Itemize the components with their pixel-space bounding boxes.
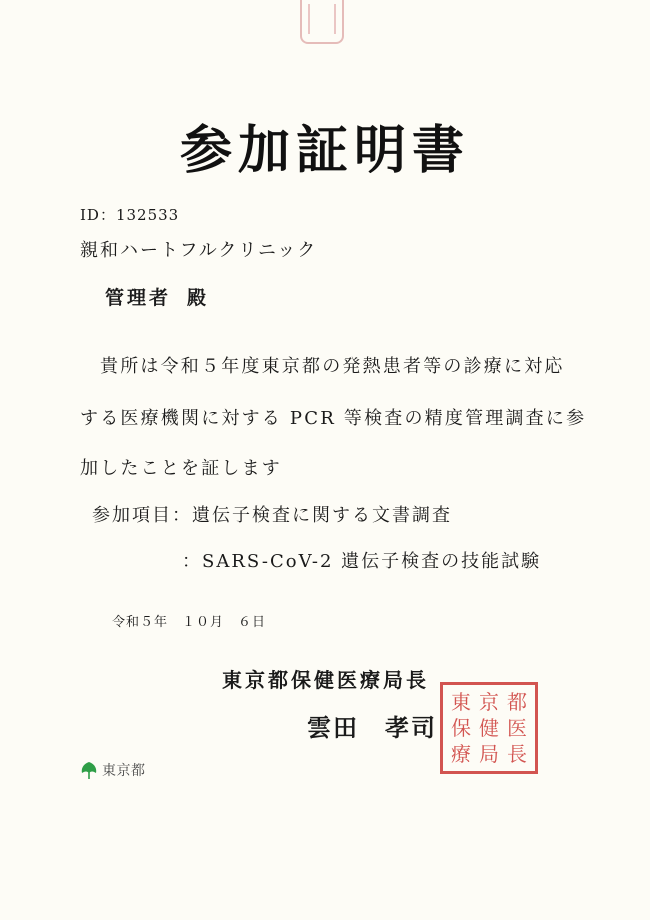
seal-character: 東 xyxy=(451,690,471,714)
seal-characters xyxy=(447,689,531,767)
tokyo-metropolitan-logo xyxy=(80,760,146,780)
issue-date: 令和５年 １０月 ６日 xyxy=(112,615,267,630)
certificate-title: 参加証明書 xyxy=(179,120,470,181)
manager-label: 管理者 xyxy=(105,287,172,309)
seal-character: 局 xyxy=(479,742,499,766)
seal-character: 健 xyxy=(479,716,499,740)
seal-character: 長 xyxy=(507,742,527,766)
body-text-line-2: する医療機関に対する PCR 等検査の精度管理調査に参 xyxy=(80,408,587,429)
seal-character: 京 xyxy=(479,690,499,714)
recipient-clinic-name: 親和ハートフルクリニック xyxy=(80,240,318,261)
issuer-name: 雲田 孝司 xyxy=(307,714,437,742)
participation-item-2: ：SARS-CoV-2 遺伝子検査の技能試験 xyxy=(182,551,542,572)
official-seal xyxy=(440,682,538,774)
seal-character: 保 xyxy=(451,716,471,740)
logo-text: 東京都 xyxy=(102,763,146,779)
ginkgo-leaf-icon xyxy=(80,760,98,780)
honorific: 殿 xyxy=(187,287,210,309)
seal-character: 医 xyxy=(507,716,527,740)
issuer-organization: 東京都保健医療局長 xyxy=(222,668,429,692)
recipient-manager xyxy=(105,283,209,310)
seal-character: 都 xyxy=(507,690,527,714)
seal-character: 療 xyxy=(451,742,471,766)
body-text-line-1: 貴所は令和５年度東京都の発熱患者等の診療に対応 xyxy=(100,356,565,377)
id-number: ID：132533 xyxy=(80,206,180,224)
top-seal-stamp xyxy=(300,0,344,44)
participation-item-1: 参加項目：遺伝子検査に関する文書調査 xyxy=(92,505,452,526)
body-text-line-3: 加したことを証します xyxy=(80,458,282,479)
